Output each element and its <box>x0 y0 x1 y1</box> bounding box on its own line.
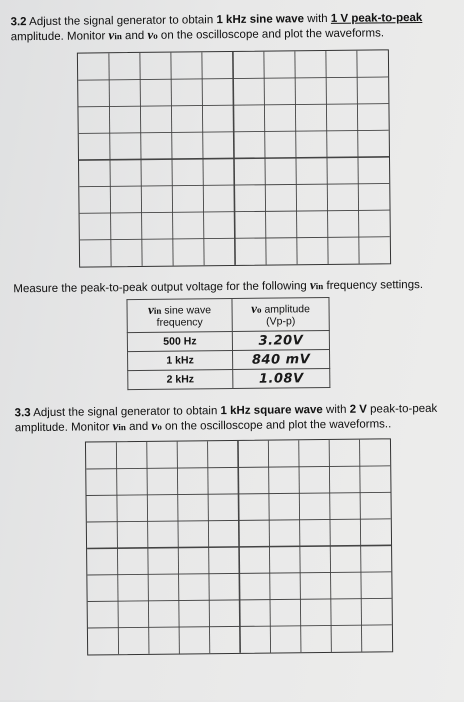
table-row <box>127 330 329 351</box>
grid-lines <box>86 439 392 654</box>
frequency-spec: 1 kHz sine wave <box>216 13 305 27</box>
section-number: 3.3 <box>14 407 31 420</box>
freq-cell: 2 kHz <box>128 369 233 389</box>
grid-lines <box>78 50 390 266</box>
handwritten-amplitude: 1.08V <box>233 368 330 388</box>
vo-symbol: vo <box>147 26 158 42</box>
section-3-3-instructions <box>15 403 460 436</box>
section-3-2-instructions <box>10 12 450 45</box>
measurement-table <box>126 297 330 390</box>
section-3-3-line-1: 3.3 Adjust the signal generator to obtain 1 kHz square wave with 2 V peak-to-peak <box>14 402 438 420</box>
section-number: 3.2 <box>10 16 27 29</box>
freq-cell: 1 kHz <box>128 350 233 370</box>
oscilloscope-grid-2 <box>85 438 393 655</box>
vin-symbol: vin <box>309 277 324 293</box>
oscilloscope-grid-1 <box>77 49 391 267</box>
table-row <box>128 368 330 389</box>
handwritten-amplitude: 3.20V <box>232 330 329 350</box>
section-3-3-line-2: amplitude. Monitor vin and vo on the oscilloscope and plot the waveforms.. <box>14 417 392 435</box>
section-3-2-line-2: amplitude. Monitor vin and vo on the oscilloscope and plot the waveforms. <box>10 26 385 44</box>
vin-symbol: vin <box>108 27 122 43</box>
measure-instruction: Measure the peak-to-peak output voltage for the following vin frequency settings. <box>13 277 424 296</box>
amplitude-spec: 2 V <box>349 403 367 416</box>
vin-symbol: vin <box>112 418 126 434</box>
amplitude-spec: 1 V peak-to-peak <box>330 11 423 25</box>
handwritten-amplitude: 840 mV <box>233 349 330 369</box>
vo-symbol: vo <box>151 417 162 433</box>
table-row <box>128 349 330 370</box>
header-frequency: vin sine wave frequency <box>127 298 232 332</box>
freq-cell: 500 Hz <box>127 331 232 351</box>
frequency-spec: 1 kHz square wave <box>220 404 323 418</box>
header-amplitude: vo amplitude (Vp-p) <box>232 297 329 331</box>
section-3-2-line-1: 3.2 Adjust the signal generator to obtain 1 kHz sine wave with 1 V peak-to-peak <box>10 11 423 29</box>
table-header-row <box>127 297 329 332</box>
